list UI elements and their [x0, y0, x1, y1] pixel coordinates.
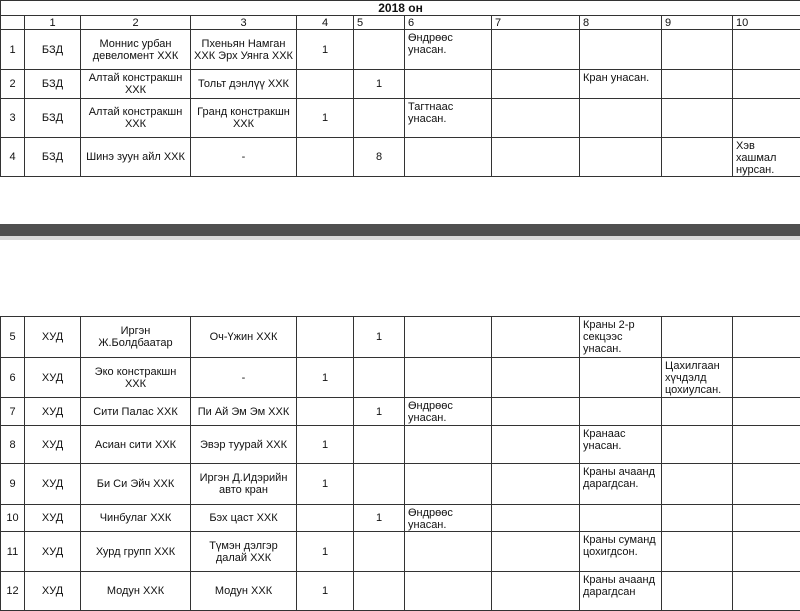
incident-note [662, 505, 733, 532]
company: Сити Палас ХХК [81, 398, 191, 426]
column-header: 4 [297, 16, 354, 30]
incident-note: Цахилгаан хүчдэлд цохиулсан. [662, 358, 733, 398]
incident-note [580, 358, 662, 398]
company: Алтай констракшн ХХК [81, 99, 191, 138]
contractor: Оч-Үжин ХХК [191, 317, 297, 358]
contractor: Гранд констракшн ХХК [191, 99, 297, 138]
table-row [1, 99, 800, 138]
incident-note [662, 30, 733, 70]
company: Моннис урбан девеломент ХХК [81, 30, 191, 70]
column-header: 8 [580, 16, 662, 30]
incident-note [662, 70, 733, 99]
column-header: 9 [662, 16, 733, 30]
incident-note [733, 532, 800, 572]
row-number: 10 [1, 505, 25, 532]
count-b [354, 358, 405, 398]
count-a [297, 70, 354, 99]
company: Асиан сити ХХК [81, 426, 191, 464]
blank-cell [492, 358, 580, 398]
incident-note [405, 464, 492, 505]
blank-cell [492, 572, 580, 611]
incident-note: Кран унасан. [580, 70, 662, 99]
company: Эко констракшн ХХК [81, 358, 191, 398]
district: ХУД [25, 464, 81, 505]
contractor: Бэх цаст ХХК [191, 505, 297, 532]
table-row [1, 138, 800, 177]
row-number: 7 [1, 398, 25, 426]
count-b [354, 464, 405, 505]
row-number: 12 [1, 572, 25, 611]
accident-table-bottom [0, 316, 800, 611]
page-break-bar [0, 224, 800, 236]
row-number: 9 [1, 464, 25, 505]
incident-note [733, 505, 800, 532]
column-header: 1 [25, 16, 81, 30]
incident-note: Өндрөөс унасан. [405, 505, 492, 532]
incident-note [662, 464, 733, 505]
contractor: Түмэн дэлгэр далай ХХК [191, 532, 297, 572]
incident-note [662, 99, 733, 138]
district: БЗД [25, 138, 81, 177]
contractor: Модун ХХК [191, 572, 297, 611]
company: Хурд групп ХХК [81, 532, 191, 572]
year-header: 2018 он [1, 1, 800, 16]
blank-cell [492, 30, 580, 70]
incident-note [580, 505, 662, 532]
blank-cell [492, 317, 580, 358]
table-row [1, 464, 800, 505]
count-a [297, 317, 354, 358]
count-a: 1 [297, 464, 354, 505]
contractor: - [191, 138, 297, 177]
incident-note [405, 70, 492, 99]
count-a: 1 [297, 426, 354, 464]
incident-note: Краны ачаанд дарагдсан. [580, 464, 662, 505]
count-b: 1 [354, 317, 405, 358]
column-header: 5 [354, 16, 405, 30]
count-b [354, 30, 405, 70]
count-a [297, 505, 354, 532]
incident-note: Кранаас унасан. [580, 426, 662, 464]
count-b [354, 532, 405, 572]
incident-note: Өндрөөс унасан. [405, 30, 492, 70]
count-b: 1 [354, 70, 405, 99]
page-break-shadow [0, 236, 800, 240]
incident-note [580, 398, 662, 426]
incident-note [662, 398, 733, 426]
row-number: 6 [1, 358, 25, 398]
header-blank [1, 16, 25, 30]
company: Би Си Эйч ХХК [81, 464, 191, 505]
top-rows [1, 30, 800, 177]
contractor: - [191, 358, 297, 398]
row-number: 8 [1, 426, 25, 464]
incident-note [405, 572, 492, 611]
district: БЗД [25, 30, 81, 70]
district: ХУД [25, 532, 81, 572]
column-header: 10 [733, 16, 800, 30]
contractor: Пи Ай Эм Эм ХХК [191, 398, 297, 426]
incident-note [580, 30, 662, 70]
incident-note: Краны 2-р секцээс унасан. [580, 317, 662, 358]
count-b [354, 572, 405, 611]
contractor: Тольт дэнлүү ХХК [191, 70, 297, 99]
table-row [1, 572, 800, 611]
incident-note [733, 464, 800, 505]
contractor: Эвэр туурай ХХК [191, 426, 297, 464]
incident-note [580, 99, 662, 138]
count-a [297, 398, 354, 426]
accident-table-top [0, 0, 800, 177]
incident-note: Хэв хашмал нурсан. [733, 138, 800, 177]
table-row [1, 358, 800, 398]
incident-note: Өндрөөс унасан. [405, 398, 492, 426]
table-row [1, 505, 800, 532]
company: Модун ХХК [81, 572, 191, 611]
district: БЗД [25, 70, 81, 99]
count-b: 1 [354, 505, 405, 532]
count-a: 1 [297, 30, 354, 70]
incident-note [733, 426, 800, 464]
district: ХУД [25, 426, 81, 464]
count-b [354, 99, 405, 138]
incident-note [405, 532, 492, 572]
row-number: 4 [1, 138, 25, 177]
table-row [1, 317, 800, 358]
bottom-rows [1, 317, 800, 611]
column-header: 6 [405, 16, 492, 30]
incident-note [733, 358, 800, 398]
incident-note [662, 532, 733, 572]
incident-note: Краны ачаанд дарагдсан [580, 572, 662, 611]
contractor: Иргэн Д.Идэрийн авто кран [191, 464, 297, 505]
company: Чинбулаг ХХК [81, 505, 191, 532]
row-number: 2 [1, 70, 25, 99]
blank-cell [492, 532, 580, 572]
blank-cell [492, 70, 580, 99]
district: БЗД [25, 99, 81, 138]
district: ХУД [25, 572, 81, 611]
incident-note: Краны суманд цохигдсон. [580, 532, 662, 572]
district: ХУД [25, 505, 81, 532]
district: ХУД [25, 317, 81, 358]
company: Иргэн Ж.Болдбаатар [81, 317, 191, 358]
column-header: 2 [81, 16, 191, 30]
count-b: 1 [354, 398, 405, 426]
incident-note [662, 138, 733, 177]
incident-note [733, 398, 800, 426]
blank-cell [492, 464, 580, 505]
incident-note [405, 317, 492, 358]
incident-note [733, 99, 800, 138]
count-a: 1 [297, 99, 354, 138]
incident-note [405, 138, 492, 177]
column-header: 3 [191, 16, 297, 30]
count-a [297, 138, 354, 177]
count-a: 1 [297, 572, 354, 611]
table-row [1, 70, 800, 99]
table-row [1, 426, 800, 464]
district: ХУД [25, 358, 81, 398]
incident-note [662, 317, 733, 358]
incident-note [405, 426, 492, 464]
blank-cell [492, 398, 580, 426]
blank-cell [492, 99, 580, 138]
incident-note [733, 30, 800, 70]
incident-note: Тагтнаас унасан. [405, 99, 492, 138]
company: Алтай констракшн ХХК [81, 70, 191, 99]
blank-cell [492, 138, 580, 177]
row-number: 11 [1, 532, 25, 572]
incident-note [580, 138, 662, 177]
column-header: 7 [492, 16, 580, 30]
row-number: 3 [1, 99, 25, 138]
incident-note [733, 572, 800, 611]
table-row [1, 532, 800, 572]
incident-note [733, 317, 800, 358]
table-row [1, 30, 800, 70]
count-a: 1 [297, 532, 354, 572]
blank-cell [492, 505, 580, 532]
incident-note [733, 70, 800, 99]
count-b: 8 [354, 138, 405, 177]
incident-note [662, 426, 733, 464]
table-row [1, 398, 800, 426]
company: Шинэ зуун айл ХХК [81, 138, 191, 177]
row-number: 5 [1, 317, 25, 358]
row-number: 1 [1, 30, 25, 70]
blank-cell [492, 426, 580, 464]
incident-note [662, 572, 733, 611]
incident-note [405, 358, 492, 398]
column-header-row [1, 16, 800, 30]
district: ХУД [25, 398, 81, 426]
contractor: Пхеньян Намган ХХК Эрх Уянга ХХК [191, 30, 297, 70]
count-b [354, 426, 405, 464]
count-a: 1 [297, 358, 354, 398]
